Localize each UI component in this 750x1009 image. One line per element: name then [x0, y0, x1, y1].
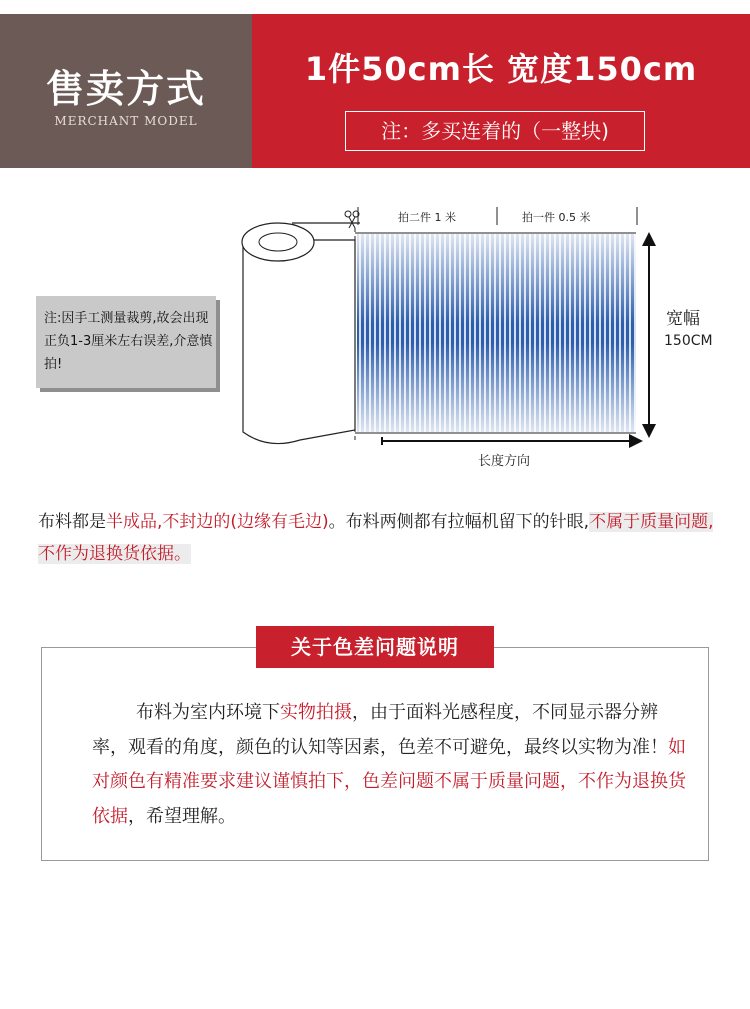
color-note-part-2: 实物拍摄 — [280, 702, 352, 723]
color-note-part-5: ，希望理解。 — [128, 805, 236, 827]
roll-body — [243, 240, 355, 444]
notice-part-2: 半成品,不封边的(边缘有毛边) — [106, 512, 329, 532]
scissors-icon — [345, 211, 359, 228]
fabric-notice — [38, 506, 728, 570]
length-label: 长度方向 — [478, 454, 531, 469]
color-note-badge: 关于色差问题说明 — [256, 626, 494, 668]
fabric-gradient — [357, 234, 636, 432]
header-title: 售卖方式 — [45, 67, 206, 111]
color-note-part-4: 如对颜色有精准要求建议谨慎拍下，色差问题不属于质量问题，不作为退换货依据 — [92, 736, 686, 827]
roll-core — [259, 233, 297, 251]
notice-part-3: 。布料两侧都有拉幅机留下的针眼, — [328, 512, 590, 532]
color-note-part-1: 布料为室内环境下 — [136, 702, 280, 723]
notice-part-4: 不属于质量问题,不作为退换货依据。 — [38, 512, 714, 564]
top-label-one-piece: 拍一件 0.5 米 — [522, 211, 591, 224]
width-value: 150CM — [664, 333, 713, 349]
header-note: 注：多买连着的（一整块) — [345, 111, 645, 151]
header-banner — [0, 14, 750, 168]
top-label-two-pieces: 拍二件 1 米 — [398, 211, 456, 224]
notice-part-1: 布料都是 — [38, 512, 106, 532]
header-subtitle: MERCHANT MODEL — [54, 114, 198, 128]
fabric-stripes — [357, 234, 636, 432]
width-label: 宽幅 — [666, 309, 700, 329]
header-spec: 1件50cm长 宽度150cm — [304, 50, 698, 88]
color-note-text — [92, 696, 692, 834]
callout-text: 注:因手工测量裁剪,故会出现正负1-3厘米左右误差,介意慎拍! — [44, 311, 213, 372]
color-note-part-3: ，由于面料光感程度，不同显示器分辨率，观看的角度，颜色的认知等因素，色差不可避免，最终以实物为准！ — [92, 702, 668, 758]
